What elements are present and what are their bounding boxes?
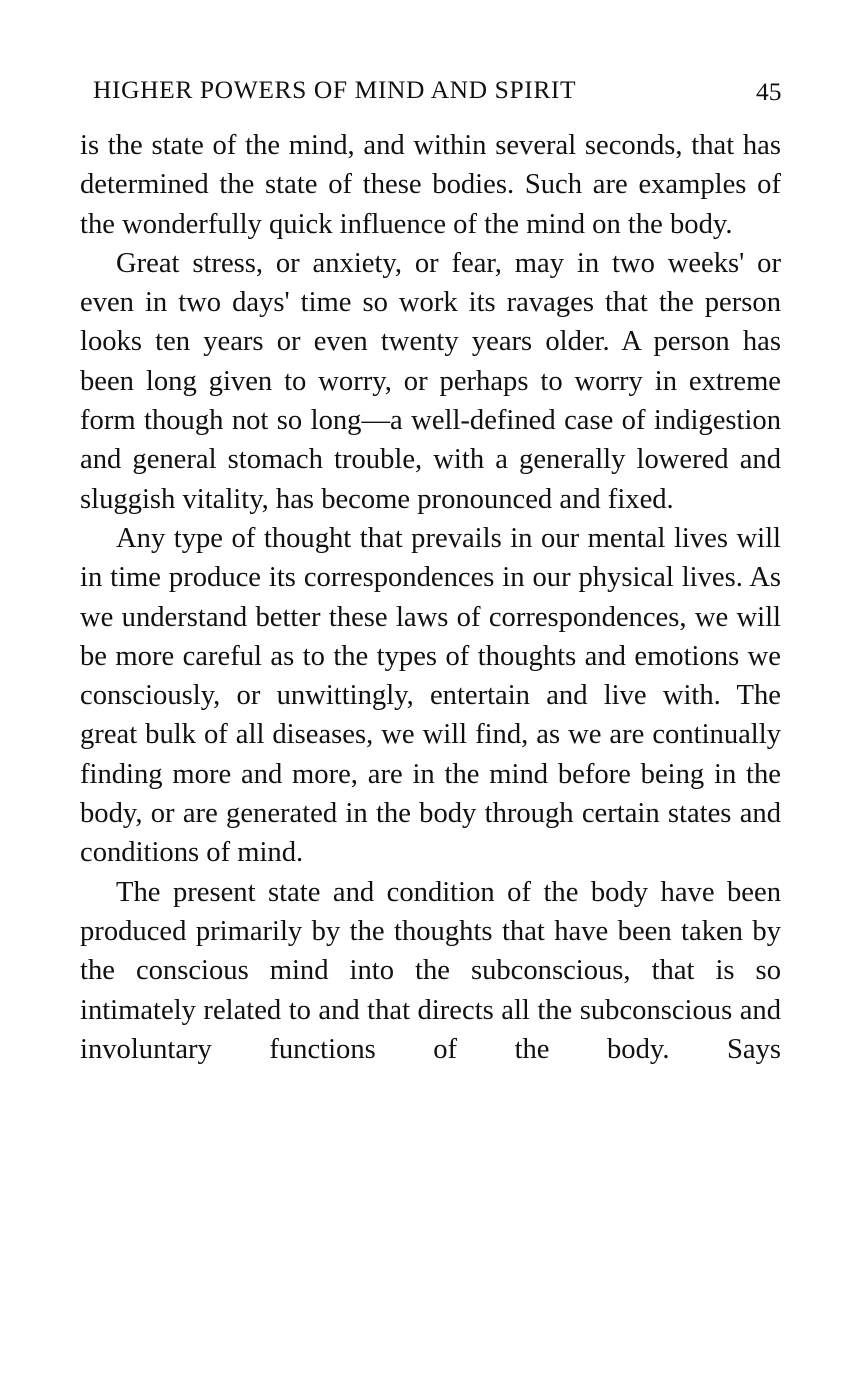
running-title: HIGHER POWERS OF MIND AND SPIRIT	[93, 75, 577, 104]
paragraph-4: The present state and condition of the body have been produced primarily by the thoughts that have been taken by the conscious mind into the subconscious, that is so intimately related to and that directs all the subconscious and involuntary functions of the body. Says	[80, 876, 781, 1065]
body-text	[80, 126, 781, 1069]
paragraph-2: Great stress, or anxiety, or fear, may in two weeks' or even in two days' time so work its ravages that the person looks ten years or even twenty years older. A person has been long given to worry, or perhaps to worry in extreme form though not so long—a well-defined case of indigestion and general stomach trouble, with a generally lowered and sluggish vitality, has become pronounced and fixed.	[80, 247, 781, 515]
page-number: 45	[756, 77, 782, 106]
paragraph-1: is the state of the mind, and within several seconds, that has determined the state of these bodies. Such are examples of the wonderfully quick influence of the mind on the body.	[80, 130, 781, 240]
paragraph-3: Any type of thought that prevails in our mental lives will in time produce its correspondences in our physical lives. As we understand better these laws of correspondences, we will be more careful as to the types of thoughts and emotions we consciously, or unwittingly, entertain and live with. The great bulk of all diseases, we will find, as we are continually finding more and more, are in the mind before being in the body, or are generated in the body through certain states and conditions of mind.	[80, 522, 781, 869]
running-head	[93, 71, 793, 111]
